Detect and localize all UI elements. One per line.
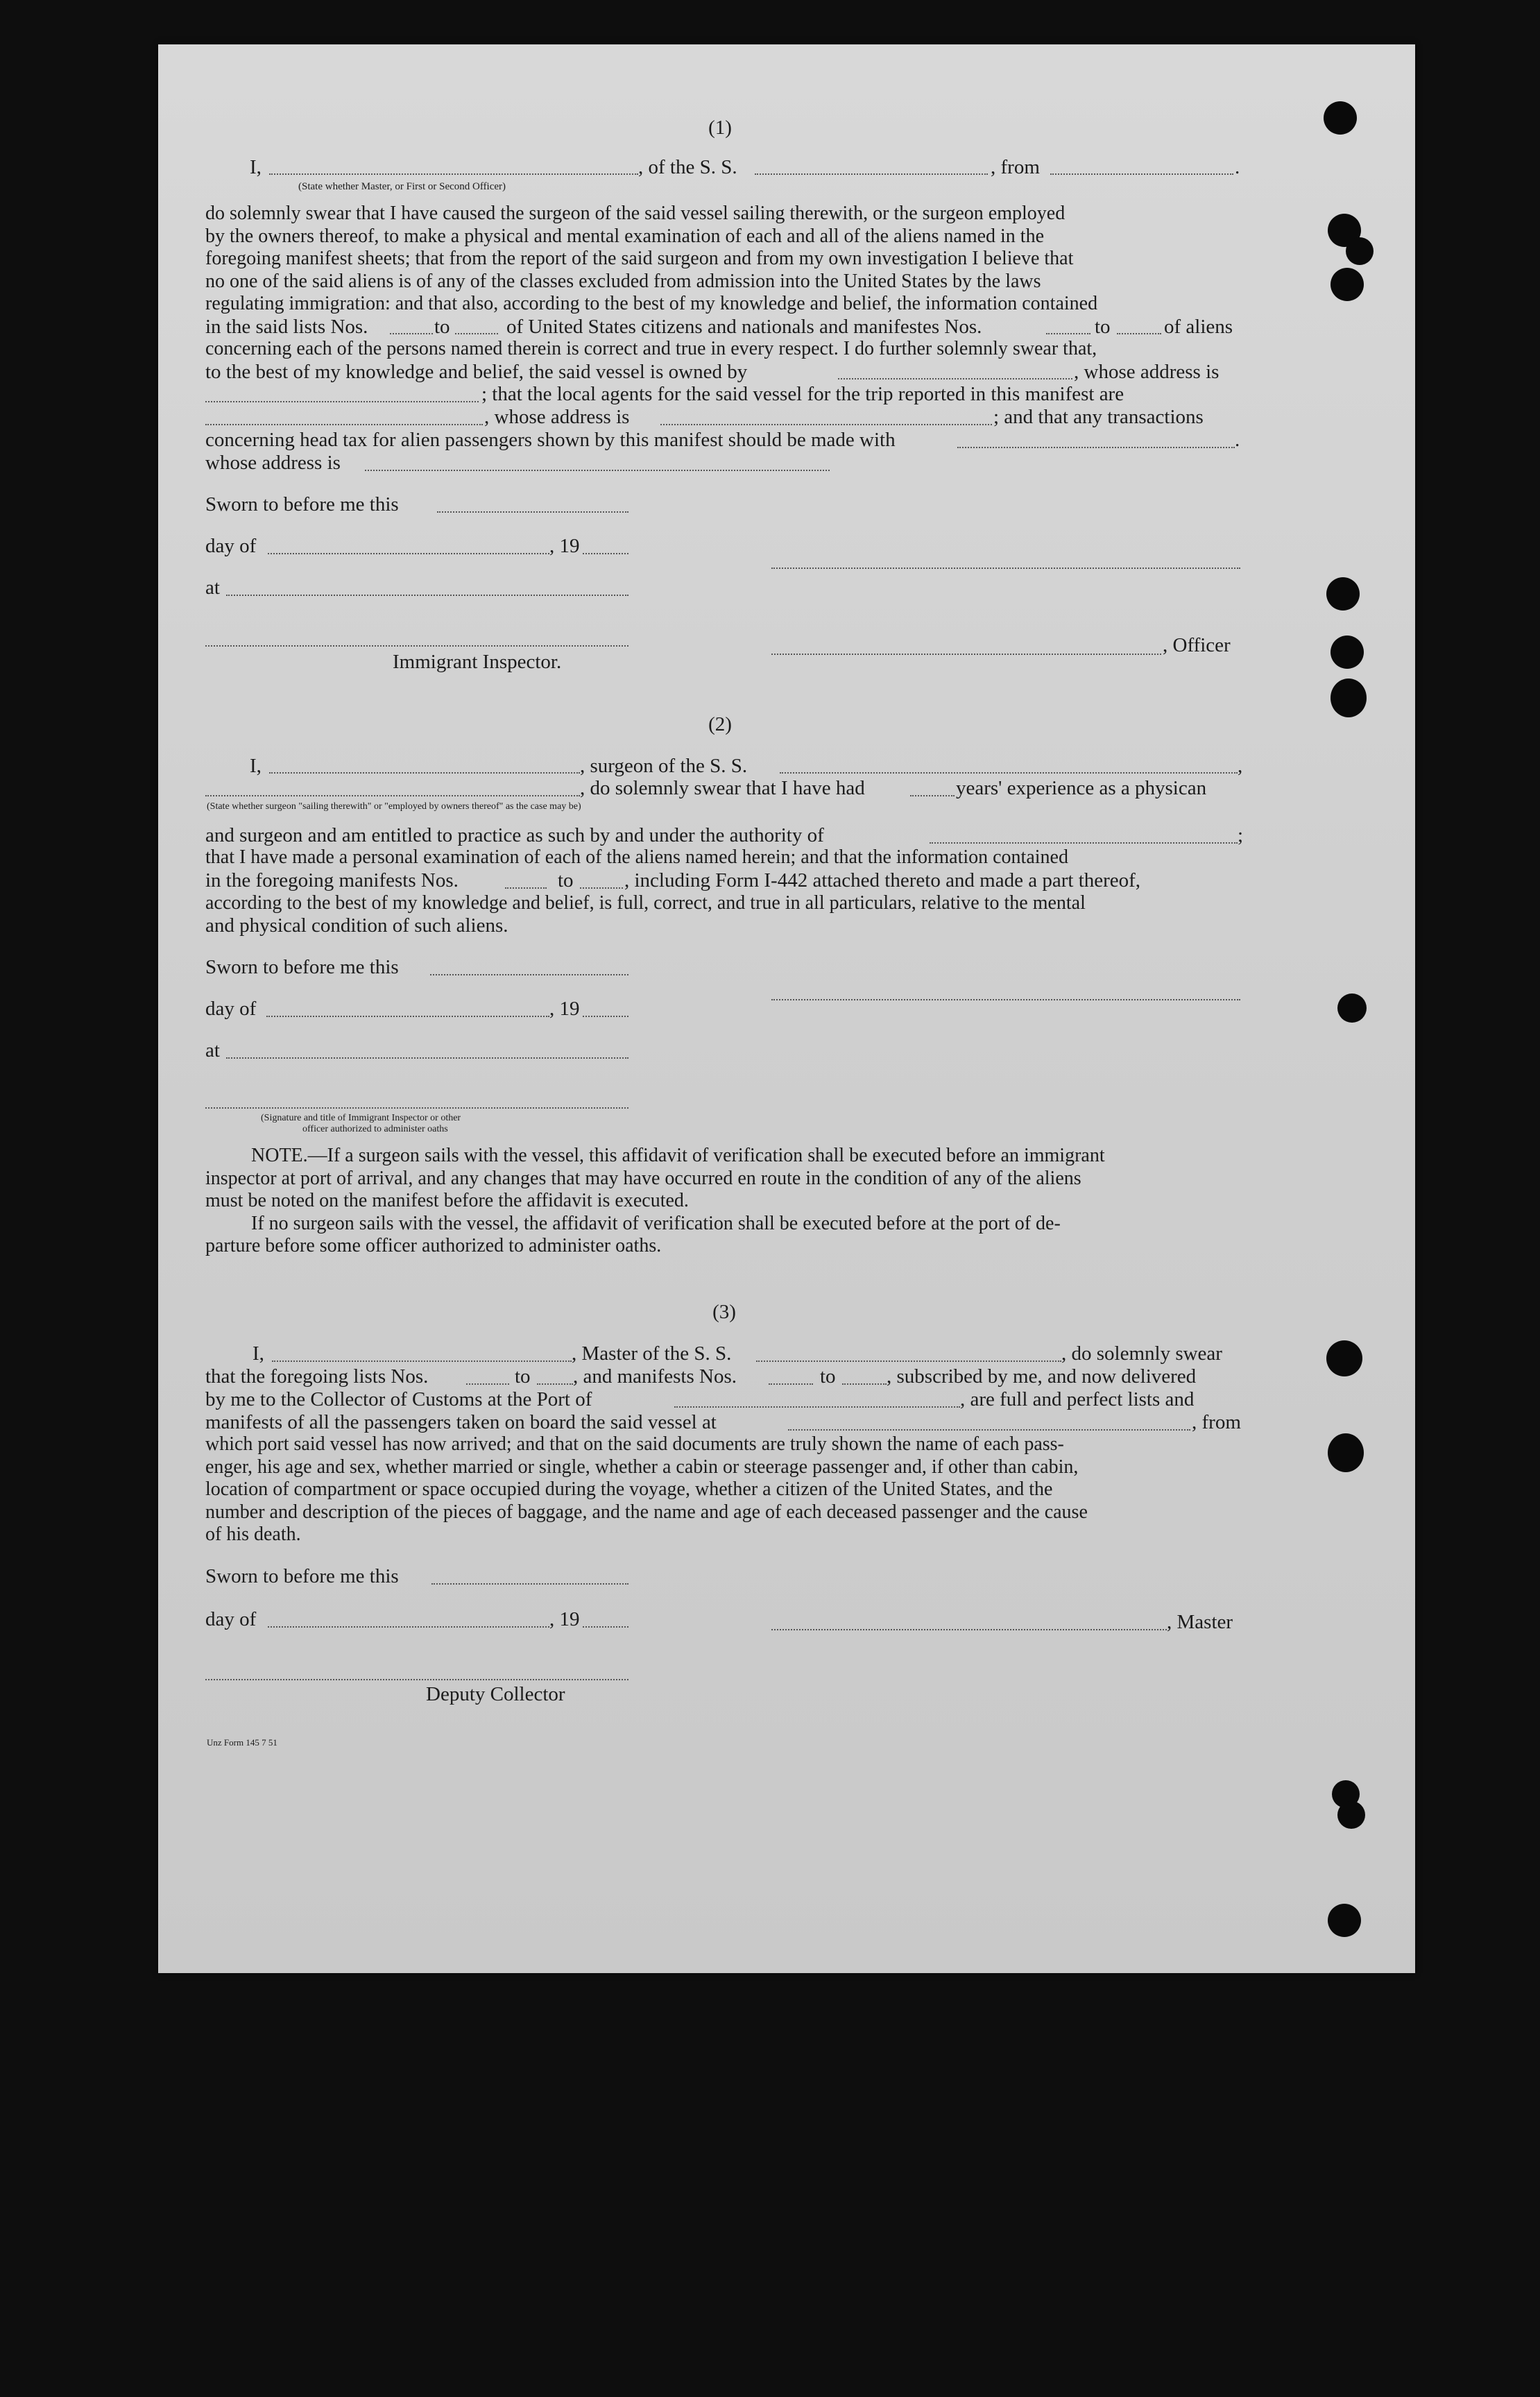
- s3-line: location of compartment or space occupied during the voyage, whether a citizen of the United States, and the: [205, 1478, 1053, 1500]
- s1-officer-blank[interactable]: [771, 654, 1161, 655]
- s1-of-ss-label: , of the S. S.: [638, 156, 737, 178]
- binder-hole: [1328, 1904, 1361, 1937]
- s1-name-blank[interactable]: [269, 173, 638, 175]
- s1-list-to-blank[interactable]: [455, 333, 498, 334]
- s1-headtax-address-blank[interactable]: [365, 470, 830, 471]
- s2-manifests-b: , including Form I-442 attached thereto and made a part thereof,: [624, 869, 1141, 892]
- s3-master-blank[interactable]: [771, 1629, 1167, 1630]
- section-2-number: (2): [708, 713, 732, 735]
- s1-from-blank[interactable]: [1050, 173, 1233, 175]
- s1-at: at: [205, 577, 220, 599]
- s1-line: do solemnly swear that I have caused the surgeon of the said vessel sailing therewith, or the surgeon employed: [205, 203, 1066, 224]
- s2-surgeon-of: , surgeon of the S. S.: [580, 755, 748, 777]
- s2-sig-note-2: officer authorized to administer oaths: [302, 1124, 448, 1134]
- s1-headtax: concerning head tax for alien passengers shown by this manifest should be made with: [205, 429, 896, 451]
- s3-line: which port said vessel has now arrived; and that on the said documents are truly shown the name of each pass-: [205, 1433, 1064, 1455]
- s1-day-of: day of: [205, 535, 257, 557]
- s3-lists-b: , and manifests Nos.: [573, 1365, 737, 1388]
- s3-line: number and description of the pieces of baggage, and the name and age of each deceased passenger and the cause: [205, 1501, 1088, 1523]
- s2-years: years' experience as a physican: [956, 777, 1207, 799]
- note-line: NOTE.—If a surgeon sails with the vessel, this affidavit of verification shall be executed before an immigrant: [251, 1145, 1105, 1166]
- form-id: Unz Form 145 7 51: [207, 1737, 277, 1748]
- s1-i-label: I,: [250, 156, 262, 178]
- s2-day-of: day of: [205, 998, 257, 1020]
- s1-headtax-blank[interactable]: [957, 447, 1235, 448]
- binder-hole: [1324, 101, 1357, 135]
- note-line: If no surgeon sails with the vessel, the affidavit of verification shall be executed before at the port of de-: [251, 1212, 1061, 1234]
- s3-lists-a: that the foregoing lists Nos.: [205, 1365, 429, 1388]
- s1-owner-address-blank[interactable]: [205, 401, 479, 402]
- s3-swear: , do solemnly swear: [1061, 1342, 1222, 1365]
- s3-lists-c: , subscribed by me, and now delivered: [887, 1365, 1197, 1388]
- s2-sig-note-1: (Signature and title of Immigrant Inspector or other: [261, 1113, 461, 1123]
- s2-year: , 19: [549, 998, 580, 1020]
- s1-agents-blank[interactable]: [205, 424, 483, 425]
- s3-deputy-label: Deputy Collector: [426, 1683, 565, 1705]
- note-line: must be noted on the manifest before the affidavit is executed.: [205, 1190, 689, 1211]
- s2-year-blank[interactable]: [583, 1016, 628, 1017]
- s1-line: regulating immigration: and that also, according to the best of my knowledge and belief, the information contained: [205, 293, 1098, 314]
- s1-from-label: , from: [991, 156, 1040, 178]
- s2-according: according to the best of my knowledge and belief, is full, correct, and true in all particulars, relative to the mental: [205, 892, 1086, 914]
- s1-concerning: concerning each of the persons named therein is correct and true in every respect. I do further solemnly swear that,: [205, 338, 1097, 359]
- s3-master-label: , Master: [1167, 1611, 1233, 1633]
- s2-sworn: Sworn to before me this: [205, 956, 399, 978]
- s1-day-blank[interactable]: [268, 553, 549, 554]
- s1-year: , 19: [549, 535, 580, 557]
- binder-hole: [1331, 679, 1367, 717]
- s1-at-blank[interactable]: [226, 595, 628, 596]
- s3-from: , from: [1192, 1411, 1241, 1433]
- s3-to1: to: [515, 1365, 531, 1388]
- s2-authority: and surgeon and am entitled to practice as such by and under the authority of: [205, 824, 824, 846]
- s3-taken-on: manifests of all the passengers taken on board the said vessel at: [205, 1411, 717, 1433]
- s1-transactions: ; and that any transactions: [993, 406, 1204, 428]
- s2-signature-blank[interactable]: [771, 999, 1240, 1000]
- s1-line: by the owners thereof, to make a physical and mental examination of each and all of the aliens named in the: [205, 225, 1045, 247]
- s2-inspector-blank[interactable]: [205, 1107, 628, 1109]
- s3-list-to-blank[interactable]: [537, 1383, 573, 1385]
- s1-manifest-to-blank[interactable]: [1117, 333, 1161, 334]
- note-block: [205, 1145, 1242, 1258]
- s3-day-of: day of: [205, 1608, 257, 1630]
- s2-condition: and physical condition of such aliens.: [205, 914, 508, 937]
- s1-owner-blank[interactable]: [838, 378, 1072, 379]
- s3-body: [205, 1433, 1242, 1546]
- s2-status-blank[interactable]: [205, 795, 580, 796]
- s3-year: , 19: [549, 1608, 580, 1630]
- s1-lists-c: of aliens: [1164, 316, 1233, 338]
- s3-manifest-to-blank[interactable]: [842, 1383, 887, 1385]
- s3-i-label: I,: [253, 1342, 264, 1365]
- s2-at: at: [205, 1039, 220, 1061]
- s3-port-blank[interactable]: [674, 1406, 960, 1408]
- s1-year-blank[interactable]: [583, 553, 628, 554]
- s1-officer-label: , Officer: [1163, 634, 1231, 656]
- s2-exam: that I have made a personal examination of each of the aliens named herein; and that the information contained: [205, 846, 1068, 868]
- binder-hole: [1326, 1340, 1362, 1376]
- binder-hole: [1331, 268, 1364, 301]
- s1-lists-b: of United States citizens and nationals and manifestes Nos.: [506, 316, 982, 338]
- s1-manifest-from-blank[interactable]: [1046, 333, 1090, 334]
- s2-i-label: I,: [250, 755, 262, 777]
- note-line: parture before some officer authorized to administer oaths.: [205, 1235, 662, 1256]
- s1-officer-note: (State whether Master, or First or Second Officer): [298, 181, 506, 192]
- s1-agents-address-blank[interactable]: [660, 424, 992, 425]
- s2-semicolon: ;: [1238, 824, 1244, 846]
- s2-sworn-blank[interactable]: [430, 974, 628, 975]
- section-1-number: (1): [708, 117, 732, 139]
- s3-line: of his death.: [205, 1524, 301, 1545]
- s2-to: to: [558, 869, 574, 892]
- s2-day-blank[interactable]: [266, 1016, 549, 1017]
- s2-authority-blank[interactable]: [930, 842, 1238, 844]
- s3-to2: to: [820, 1365, 836, 1388]
- section-3-number: (3): [712, 1301, 736, 1323]
- binder-hole: [1337, 993, 1367, 1023]
- s1-list-from-blank[interactable]: [390, 333, 433, 334]
- s3-list-from-blank[interactable]: [466, 1383, 509, 1385]
- s3-manifest-from-blank[interactable]: [769, 1383, 813, 1385]
- s1-signature-blank[interactable]: [771, 568, 1240, 569]
- s3-year-blank[interactable]: [583, 1626, 628, 1628]
- s1-line: foregoing manifest sheets; that from the report of the said surgeon and from my own investigation I believe that: [205, 248, 1074, 269]
- s2-comma: ,: [1238, 755, 1243, 777]
- s3-taken-blank[interactable]: [788, 1429, 1190, 1431]
- s1-owned-a: to the best of my knowledge and belief, the said vessel is owned by: [205, 361, 748, 383]
- s3-line: enger, his age and sex, whether married or single, whether a cabin or steerage passenger and, if other than cabin,: [205, 1456, 1079, 1478]
- s3-name-blank[interactable]: [272, 1360, 572, 1362]
- s3-sworn: Sworn to before me this: [205, 1565, 399, 1587]
- s1-agents: ; that the local agents for the said vessel for the trip reported in this manifest are: [481, 383, 1124, 405]
- s2-years-blank[interactable]: [910, 795, 955, 796]
- s1-lists-a: in the said lists Nos.: [205, 316, 368, 338]
- s2-manifest-from-blank[interactable]: [505, 887, 547, 889]
- s1-inspector-label: Immigrant Inspector.: [393, 651, 562, 673]
- note-line: inspector at port of arrival, and any changes that may have occurred en route in the condition of any of the aliens: [205, 1167, 1081, 1189]
- s1-period: .: [1235, 156, 1240, 178]
- s2-at-blank[interactable]: [226, 1057, 628, 1059]
- s2-manifest-to-blank[interactable]: [580, 887, 623, 889]
- binder-hole: [1328, 1433, 1364, 1472]
- s3-master-of: , Master of the S. S.: [572, 1342, 732, 1365]
- s1-owned-b: , whose address is: [1074, 361, 1220, 383]
- s1-headtax-end: .: [1235, 429, 1240, 451]
- binder-hole: [1326, 577, 1360, 611]
- s1-to2: to: [1095, 316, 1111, 338]
- binder-hole: [1337, 1801, 1365, 1829]
- s2-name-blank[interactable]: [269, 772, 580, 774]
- binder-hole: [1331, 635, 1364, 669]
- s1-ship-blank[interactable]: [755, 173, 988, 175]
- s3-collector-blank[interactable]: [205, 1679, 628, 1680]
- s1-to1: to: [434, 316, 450, 338]
- s1-sworn-blank[interactable]: [437, 511, 628, 513]
- s2-swear: , do solemnly swear that I have had: [580, 777, 865, 799]
- s2-ship-blank[interactable]: [780, 772, 1238, 774]
- s3-collector-b: , are full and perfect lists and: [960, 1388, 1195, 1410]
- s1-body: [205, 203, 1242, 316]
- s3-collector: by me to the Collector of Customs at the Port of: [205, 1388, 592, 1410]
- s3-day-blank[interactable]: [268, 1626, 549, 1628]
- s1-agents-addr: , whose address is: [484, 406, 630, 428]
- s1-inspector-blank[interactable]: [205, 645, 628, 647]
- s3-sworn-blank[interactable]: [431, 1583, 628, 1585]
- s1-whose-addr: whose address is: [205, 452, 341, 474]
- binder-hole: [1346, 237, 1374, 265]
- s2-manifests-a: in the foregoing manifests Nos.: [205, 869, 459, 892]
- s1-line: no one of the said aliens is of any of the classes excluded from admission into the United States by the laws: [205, 270, 1041, 292]
- s1-sworn: Sworn to before me this: [205, 493, 399, 515]
- s3-ship-blank[interactable]: [756, 1360, 1061, 1362]
- s2-surgeon-note: (State whether surgeon "sailing therewith" or "employed by owners thereof" as the case may be): [207, 801, 581, 812]
